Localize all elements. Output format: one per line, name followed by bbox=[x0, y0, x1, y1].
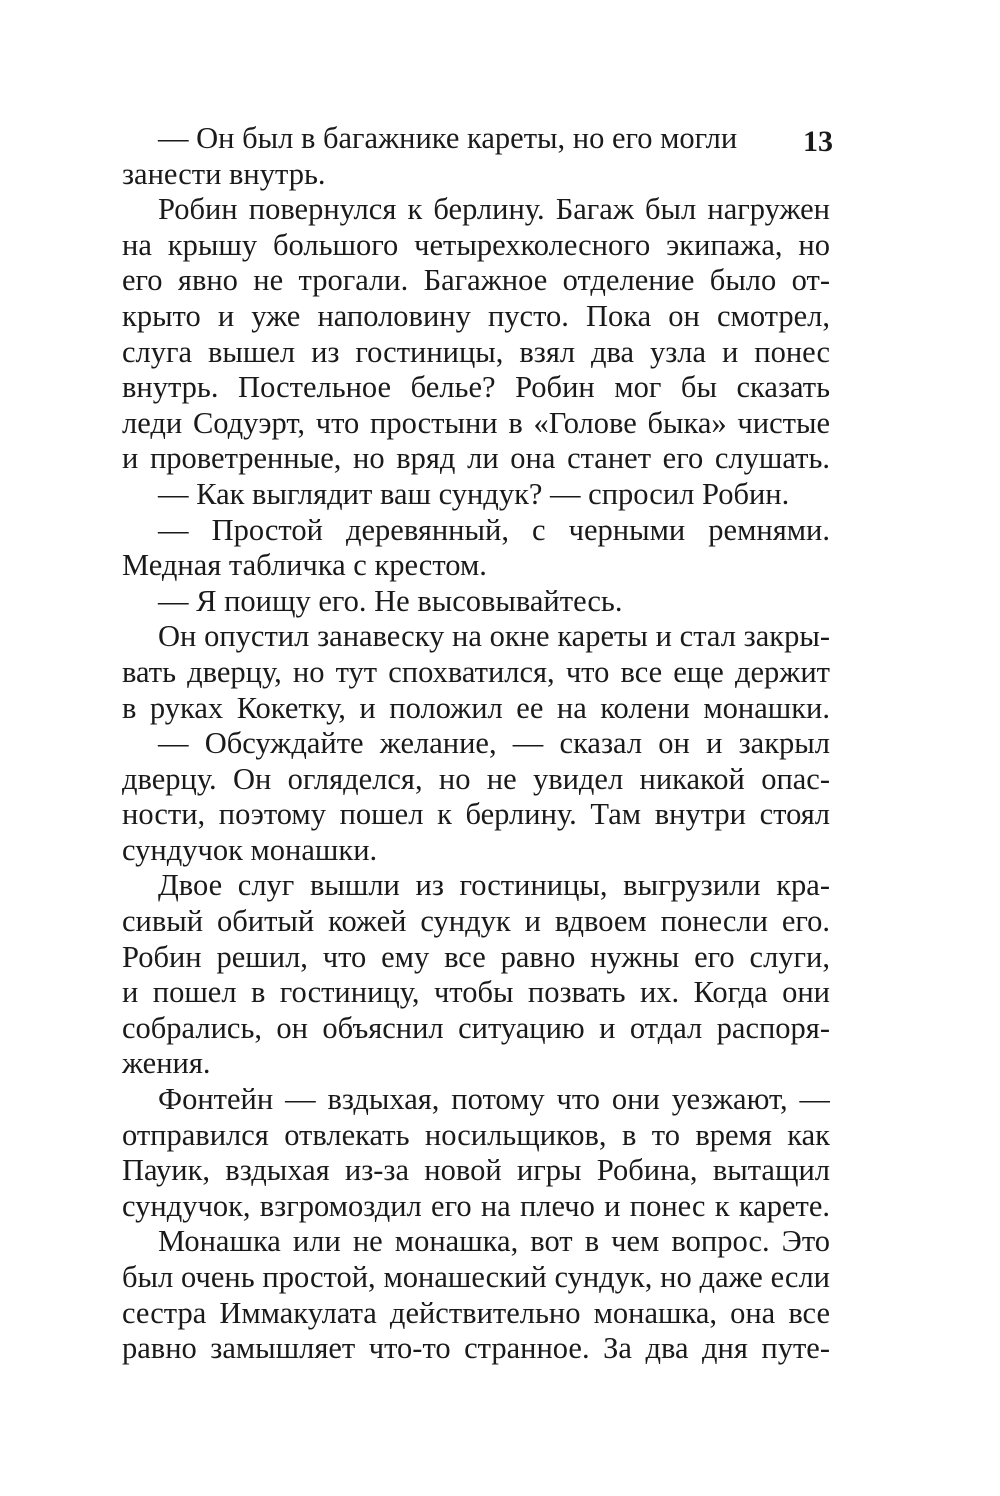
text-line: — Он был в багажнике кареты, но его могли bbox=[158, 121, 738, 155]
text-line: — Простой деревянный, с черными ремнями. bbox=[158, 512, 830, 547]
text-line: Фонтейн — вздыхая, потому что они уезжают, — bbox=[158, 1082, 830, 1117]
text-line: жения. bbox=[122, 1046, 211, 1081]
text-line: Монашка или не монашка, вот в чем вопрос. Это bbox=[158, 1224, 830, 1259]
text-line: — Обсуждайте желание, — сказал он и закрыл bbox=[158, 726, 830, 761]
text-line: сестра Иммакулата действительно монашка, она все bbox=[122, 1295, 830, 1330]
text-line: и проветренные, но вряд ли она станет его слушать. bbox=[122, 441, 830, 476]
paragraph bbox=[122, 584, 830, 620]
paragraph bbox=[122, 619, 830, 726]
text-line: равно замышляет что-то странное. За два дня путе- bbox=[122, 1331, 830, 1366]
text-line: слуга вышел из гостиницы, взял два узла и понес bbox=[122, 334, 830, 369]
paragraph bbox=[122, 726, 830, 868]
text-line: внутрь. Постельное белье? Робин мог бы сказать bbox=[122, 370, 830, 405]
text-line: на крышу большого четырехколесного экипажа, но bbox=[122, 227, 830, 262]
paragraph bbox=[122, 868, 830, 1082]
text-line: Он опустил занавеску на окне кареты и стал закры- bbox=[158, 619, 830, 654]
text-line: ности, поэтому пошел к берлину. Там внутри стоял bbox=[122, 797, 830, 832]
text-line: был очень простой, монашеский сундук, но даже если bbox=[122, 1260, 830, 1294]
text-line: леди Содуэрт, что простыни в «Голове быка» чистые bbox=[122, 405, 830, 440]
text-line: отправился отвлекать носильщиков, в то время как bbox=[122, 1117, 830, 1152]
text-line: сундучок, взгромоздил его на плечо и понес к карете. bbox=[122, 1188, 830, 1223]
text-line: Медная табличка с крестом. bbox=[122, 548, 487, 583]
text-line: крыто и уже наполовину пусто. Пока он смотрел, bbox=[122, 298, 830, 333]
paragraph bbox=[122, 477, 830, 513]
text-line: — Как выглядит ваш сундук? — спросил Робин. bbox=[158, 476, 790, 511]
text-line: его явно не трогали. Багажное отделение было от- bbox=[122, 263, 830, 298]
paragraph bbox=[122, 1082, 830, 1224]
text-line: и пошел в гостиницу, чтобы позвать их. Когда они bbox=[122, 975, 830, 1010]
text-line: в руках Кокетку, и положил ее на колени монашки. bbox=[122, 690, 830, 725]
paragraph bbox=[122, 513, 830, 584]
page-text bbox=[122, 121, 830, 1367]
text-line: вать дверцу, но тут спохватился, что все еще держит bbox=[122, 654, 830, 689]
text-line: Робин решил, что ему все равно нужны его слуги, bbox=[122, 939, 830, 974]
text-line: Пауик, вздыхая из-за новой игры Робина, вытащил bbox=[122, 1153, 830, 1188]
text-line: — Я поищу его. Не высовывайтесь. bbox=[158, 583, 623, 618]
paragraph bbox=[122, 1224, 830, 1366]
text-line: Двое слуг вышли из гостиницы, выгрузили кра- bbox=[158, 868, 830, 903]
paragraph bbox=[122, 192, 830, 477]
text-line: Робин повернулся к берлину. Багаж был нагружен bbox=[158, 192, 830, 227]
text-line: собрались, он объяснил ситуацию и отдал распоря- bbox=[122, 1010, 830, 1045]
paragraph bbox=[122, 121, 830, 192]
text-line: сивый обитый кожей сундук и вдвоем понесли его. bbox=[122, 904, 830, 939]
text-line: сундучок монашки. bbox=[122, 832, 378, 867]
page-number: 13 bbox=[803, 125, 833, 158]
text-line: дверцу. Он огляделся, но не увидел никакой опас- bbox=[122, 761, 830, 796]
text-line: занести внутрь. bbox=[122, 156, 326, 191]
